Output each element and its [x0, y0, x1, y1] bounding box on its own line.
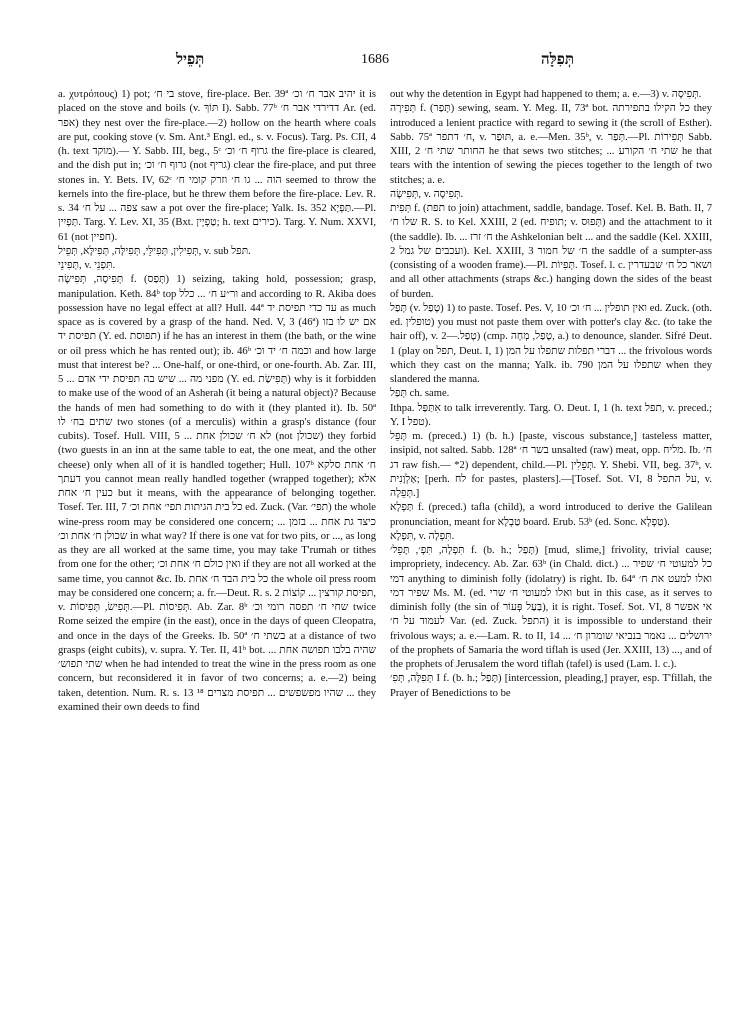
entry-tefisah: תְּפִיסָה, תְּפִישָׂה f. (תָּפַס) 1) seizing, taking hold, possession; grasp, manipulation. Keth. 84ᵇ top ור״ע ח׳ ... כלל and according to R. Akiba does possession have no legal effect at all? Hull. 44ª עד כדי תפיסת יד as much space as is covered by a grasp of the hand. Ned. V, 3 (46ª) אם יש לו בזו תפיסת יד (Y. ed. תפוסת) if he has an interest in them (the bath, or the wine or oil press which he has rented out); ib. 46ᵇ וכמה ח׳ יד וכ׳ and how large must that interest be? ... One-half, or one-third, or one-fourth. Ab. Zar. III, 5 ... מפני מה ... שיש בה תפיסת ידי אדם (Y. ed. תְּפִישַׂת) why is it forbidden to make use of the wood of an Asherah (it being a natural object)? Because the hands of men had something to do with it (they planted it). Ib. 50ª שתים בח׳ לו two stones (of a merculis) within a grasp's distance (four cubits). Tosef. Hull. VIII, 5 ... לא ח׳ שכולן אחת (not שכולן) they forbid (two guests in an inn at the same table to eat, the one meat, and the other cheese) only when all of it is handled together; Hull. 107ᵇ ח׳ אחת סלקא דעתך you cannot mean really handled together (wrapped together); אלא כעין ח׳ אחת but it means, with the appearance of belonging together. Tosef. Ter. III, 7 כל בית הגיתות תפי׳ אחת וכ׳ ed. Zuck. (Var. תפי׳) the whole wine-press room may be considered one concern; ... כיצד גת אחת ... בזמן שכולן ח׳ אחת וכ׳ in what way? If there is one vat for two pits, or ..., as long as they are all worked at the same time, you may take T'rumah or tithes from one for the other; ואין כולם ח׳ אחת וכ׳ if they are not all worked at the same time, you cannot &c. Ib. כל בית הבד ח׳ אחת the whole oil press room may be considered one concern; a. fr.—Deut. R. s. 2 תפיסת קורצין ... קוֹצוֹת, v. תְּפִישׂ, תְּפִיסוֹת.—Pl. תְּפִיסוֹת. Ab. Zar. 8ᵇ שחי ח׳ תפסה רומי וכ׳ twice Rome seized the empire (in the east), once in the days of queen Cleopatra, and once in the days of the Greeks. Ib. 50ª בשתי ח׳ at a distance of two grasps (eight cubits), v. supra. Y. Ter. II, 41ᵇ bot. שהיה בלבו תפושה אחת ... שתי תפוש׳ when he had intended to treat the wine in the press room as one concern, but reconsidered it in favor of two concerns; a. e.—2) being taken, detention. Num. R. s. 13 ¹⁸ שהיו מפשפשים ... תפיסת מצרים ... they examined their own deeds to find — [58, 274, 376, 713]
entry-ithpa: Ithpa. אִתַּפַּל to talk irreverently. Targ. O. Deut. I, 1 (h. text תפל, v. preced.; Y. I טפל). — [390, 402, 712, 428]
header-right-word: תְּפִלָּה — [541, 52, 574, 68]
header-left-word: תְּפֵיל — [176, 52, 205, 68]
entry-continuation: out why the detention in Egypt had happened to them; a. e.—3) v. תְּפִיסָה. — [390, 89, 702, 100]
entry-tefirah: תְּפִירָה f. (תָּפַר) sewing, seam. Y. Meg. II, 73ª bot. כל הקילו בתפירתה they introduced a lenient practice with regard to sewing it (the scroll of Esther). Sabb. 75ª ח׳ דתפר, v. תּוּפַר, a. e.—Men. 35ᵇ, v. תְּפַר.—Pl. תְּפִירוֹת Sabb. XIII, 2 החותר שתי ח׳ he that sews two stitches; ... שתי ח׳ הקורע he that tears with the intention of sewing the pieces together to the length of two stitches; a. e. — [390, 103, 712, 186]
entry-tefilin-crossref: תְּפִילִין, תְּפִילֵּי, תְּפִילָּה, תְּפִילָּא, תְּפֵיל, v. sub תּפל. — [58, 245, 251, 257]
entry-tefith: תְּפִית f. (תפת to join) attachment, saddle, bandage. Tosef. Kel. B. Bath. II, 7 שלו ח׳ R. S. to Kel. XXIII, 2 (ed. תופיח; v. תְּפוּס) and the attachment to it (the saddle). Ib. ... ח׳ זרז the Ashkelonian belt ... and the saddle (Kel. XXIII, 2 ועכבים של גמל). Kel. XXIII, 3 ח׳ של חמור the saddle of a sumpter-ass (consisting of a wooden frame).—Pl. תְּפִיוֹת. Tosef. l. c. ושאר כל ח׳ שבעדרין and all other attachments (straps &c.) hanging down the sides of the beast of burden. — [390, 203, 712, 300]
entry-tefillah: תְּפִלָּה, תְּפִ׳ I f. (b. h.; תָּפַל) [intercession, pleading,] prayer, esp. T'fillah, the Prayer of Benedictions to be — [390, 673, 712, 699]
entry-tafla: תַּפְלָא f. (preced.) tafla (child), a word introduced to derive the Galilean pronunciation, meant for טַבְלָא board. Erub. 53ᵇ (ed. Sonc. טַפְלָא). — [390, 502, 712, 528]
running-header — [36, 52, 714, 74]
entry-tafel: תָּפֵל m. (preced.) 1) (b. h.) [paste, viscous substance,] tasteless matter, insipid, not salted. Sabb. 128ª בשר ח׳ unsalted (raw) meat, opp. מליח. Ib. ח׳ דג raw fish.— *2) dependent, child.—Pl. תְּפֵלִין. Y. Shebi. VII, beg. 37ᵇ, v. אַלְוָנִית; [perh. לח for pastes, plasters].—[Tosef. Sot. VI, 8 על התפל, v. תְּפֵלָה.] — [390, 431, 712, 499]
entry-tefine-crossref: תְּפִינֵי, v. תִּפְנֵי. — [58, 260, 116, 271]
entry-tefisah-crossref: תְּפִישָׂה, v. תְּפִיסָה. — [390, 188, 464, 200]
entry-tefal-ch: תְּפַל ch. same. — [390, 388, 450, 400]
entry-tafal: תָּפַל (v. טָפַל) 1) to paste. Tosef. Pes. V, 10 ואין תופלין ... ח׳ וכ׳ ed. Zuck. (oth. ed. טופלין) you must not paste them over with potter's clay &c. (to take the hair off), v. טָפַל.—2) (cmp. טָפַל, מְחָה, a.) to denounce, slander. Sifré Deut. 1 (play on תפל, Deut. I, 1) דברי תפלות שתפלו על המן ... the frivolous words which they cast on the manna; Yalk. ib. 790 שתפלו על המן when they slandered the manna. — [390, 302, 712, 385]
page-number: 1686 — [361, 52, 389, 67]
entry-tiflah: תִּפְלָה, תִּפְ׳, תָּפֵל׳ f. (b. h.; תָּפַל) [mud, slime,] frivolity, trivial cause; impropriety, indecency. Ab. Zar. 63ᵇ (in Chald. dict.) ... כל למעוטי ח׳ שפיר דמי anything to diminish folly (idolatry) is right. Ib. 64ª ואלו למעט את ח׳ שפיר דמי Ms. M. (ed. ואלו למעוטי ח׳ שרי but in this case, as it serves to diminish folly (the sin of בַּעַל פְּעוֹר), it is right. Tosef. Sot. VI, 8 אי אפשר לעמוד על ח׳ Var. (ed. Zuck. התפל) it is impossible to understand their frivolous ways; a. e.—Lam. R. to II, 14 ... ירושלים ... נאמר בנביאי שומרון ח׳ of the prophets of Samaria the word tiflah is used (Jer. XXIII, 13) ..., and of the prophets of Jerusalem the word tiflah (tafel) is used (Lam. l. c.). — [390, 545, 712, 670]
entry-tifla-crossref: תִּפְלָא, v. תִּפְלָה. — [390, 530, 455, 542]
right-column — [390, 88, 712, 1000]
entry-continuation: a. χυτρόπους) 1) pot; בי ח׳ stove, fire-place. Ber. 39ª יהיב אבר ח׳ וכ׳ it is placed on the stove and boils (v. תּוֹךְ I). Sabb. 77ᵇ דדירדי אבר ח׳ Ar. (ed. אפר) they nest over the fire-place.—2) hollow on the hearth where coals are put, cooking stove (v. Sm. Ant.³ Engl. ed., s. v. Focus). Targ. Ps. CII, 4 (h. text מוקד).— Y. Sabb. III, beg., 5ᶜ גרוף ח׳ וכ׳ the fire-place is cleared, and the dish put in; גרוף ח׳ וכ׳ (not גריף) clear the fire-place, and put three stones in. Y. Bets. IV, 62ᶜ הוה ... גו ח׳ וזרק קומי ח׳ seemed to throw the kernels into the fire-place, but he threw them before the fire-place. Lev. R. s. 34 צפה ... על ח׳ saw a pot over the fire-place; Yalk. Is. 352 תַּפְיָא.—Pl. תַּפְיִין. Targ. Y. Lev. XI, 35 (Bxt. טַפְיָין; h. text כירים). Targ. Y. Num. XXVI, 61 (not חפיין). — [58, 89, 376, 243]
left-column — [58, 88, 376, 1000]
